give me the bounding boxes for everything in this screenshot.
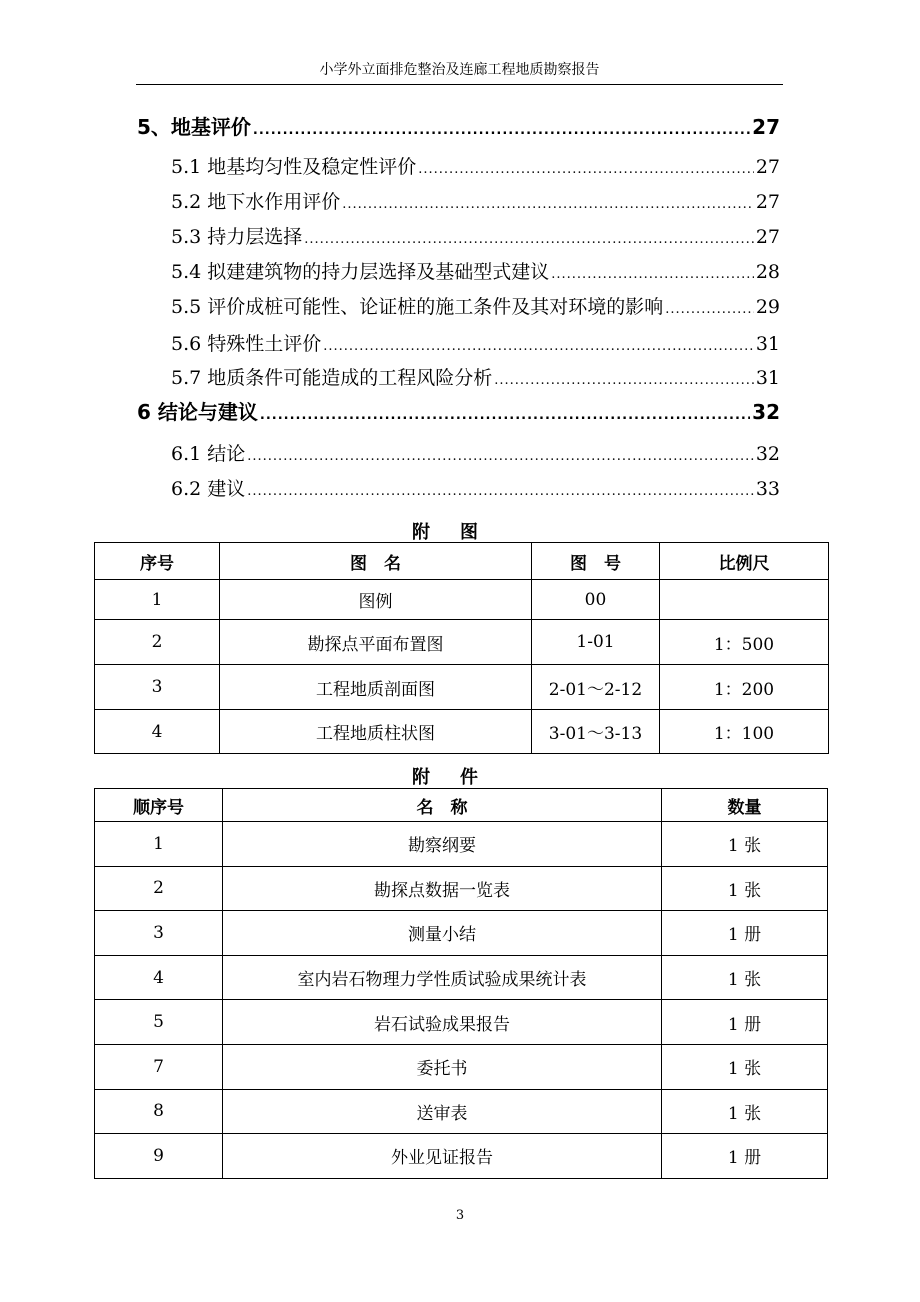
toc-entry[interactable] xyxy=(137,398,780,430)
figures-table xyxy=(94,542,829,754)
toc-leader-dots xyxy=(247,478,754,506)
figures-cell: 00 xyxy=(532,580,660,620)
toc-entry[interactable] xyxy=(171,188,780,219)
attachments-cell: 外业见证报告 xyxy=(223,1134,662,1179)
toc-entry-label: 6.2 建议 xyxy=(171,478,246,500)
figures-title: 附图 xyxy=(412,522,508,543)
toc-entry[interactable] xyxy=(171,440,780,471)
toc-entry[interactable] xyxy=(171,258,780,289)
attachments-cell: 1 张 xyxy=(662,955,828,1000)
figures-cell: 3-01～3-13 xyxy=(532,710,660,754)
attachments-header-row xyxy=(95,789,828,822)
toc-entry-label: 6 结论与建议 xyxy=(137,400,258,424)
toc-entry[interactable] xyxy=(171,223,780,254)
toc-entry-page: 32 xyxy=(755,443,780,465)
toc-entry-label: 5.4 拟建建筑物的持力层选择及基础型式建议 xyxy=(171,261,550,283)
toc-entry-label: 5.5 评价成桩可能性、论证桩的施工条件及其对环境的影响 xyxy=(171,296,664,318)
figures-cell: 2-01～2-12 xyxy=(532,665,660,710)
toc-entry-label: 5.1 地基均匀性及稳定性评价 xyxy=(171,156,417,178)
attachments-cell: 1 张 xyxy=(662,1089,828,1134)
figures-cell xyxy=(660,580,829,620)
attachments-cell: 1 张 xyxy=(662,1044,828,1089)
toc-entry-label: 5.3 持力层选择 xyxy=(171,226,303,248)
toc-entry-page: 33 xyxy=(755,478,780,500)
attachments-header-cell: 数量 xyxy=(662,789,828,822)
attachments-row xyxy=(95,1044,828,1089)
attachments-header-cell: 顺序号 xyxy=(95,789,223,822)
toc-leader-dots xyxy=(342,191,754,219)
attachments-cell: 1 册 xyxy=(662,1000,828,1045)
attachments-cell: 1 册 xyxy=(662,1134,828,1179)
figures-header-row xyxy=(95,543,829,580)
attachments-row xyxy=(95,955,828,1000)
attachments-cell: 勘探点数据一览表 xyxy=(223,866,662,911)
figures-cell: 1-01 xyxy=(532,620,660,665)
attachments-cell: 4 xyxy=(95,955,223,1000)
toc-entry-page: 28 xyxy=(755,261,780,283)
figures-cell: 工程地质剖面图 xyxy=(220,665,532,710)
toc-entry[interactable] xyxy=(171,293,780,324)
figures-cell: 工程地质柱状图 xyxy=(220,710,532,754)
attachments-cell: 5 xyxy=(95,1000,223,1045)
attachments-cell: 3 xyxy=(95,911,223,956)
figures-row xyxy=(95,665,829,710)
figures-row xyxy=(95,620,829,665)
figures-cell: 4 xyxy=(95,710,220,754)
attachments-cell: 测量小结 xyxy=(223,911,662,956)
toc-entry-label: 5.7 地质条件可能造成的工程风险分析 xyxy=(171,367,493,389)
attachments-cell: 1 张 xyxy=(662,822,828,867)
attachments-title: 附件 xyxy=(412,767,508,788)
toc-entry[interactable] xyxy=(171,364,780,395)
toc-leader-dots xyxy=(494,367,754,395)
figures-header-cell: 图 名 xyxy=(220,543,532,580)
page-number: 3 xyxy=(455,1208,465,1223)
toc-entry-page: 31 xyxy=(755,367,780,389)
toc-leader-dots xyxy=(551,261,754,289)
figures-header-cell: 图 号 xyxy=(532,543,660,580)
toc-entry-page: 27 xyxy=(752,115,780,139)
attachments-cell: 岩石试验成果报告 xyxy=(223,1000,662,1045)
toc-entry-label: 5.2 地下水作用评价 xyxy=(171,191,341,213)
toc-leader-dots xyxy=(253,117,750,145)
figures-cell: 1：200 xyxy=(660,665,829,710)
toc-entry-label: 5、地基评价 xyxy=(137,115,251,139)
toc-entry-page: 29 xyxy=(755,296,780,318)
figures-cell: 1 xyxy=(95,580,220,620)
figures-cell: 1：100 xyxy=(660,710,829,754)
toc-entry-page: 27 xyxy=(755,226,780,248)
figures-cell: 3 xyxy=(95,665,220,710)
figures-header-cell: 序号 xyxy=(95,543,220,580)
toc-leader-dots xyxy=(323,333,754,361)
toc-leader-dots xyxy=(665,296,754,324)
toc-entry[interactable] xyxy=(171,330,780,361)
attachments-header-cell: 名 称 xyxy=(223,789,662,822)
toc-entry-label: 6.1 结论 xyxy=(171,443,246,465)
figures-cell: 1：500 xyxy=(660,620,829,665)
attachments-table xyxy=(94,788,828,1179)
toc-entry-page: 31 xyxy=(755,333,780,355)
attachments-cell: 1 册 xyxy=(662,911,828,956)
toc-entry-page: 27 xyxy=(755,156,780,178)
figures-cell: 2 xyxy=(95,620,220,665)
attachments-cell: 室内岩石物理力学性质试验成果统计表 xyxy=(223,955,662,1000)
attachments-row xyxy=(95,1134,828,1179)
toc-entry-label: 5.6 特殊性土评价 xyxy=(171,333,322,355)
attachments-cell: 9 xyxy=(95,1134,223,1179)
attachments-cell: 7 xyxy=(95,1044,223,1089)
toc-entry-page: 32 xyxy=(752,400,780,424)
attachments-cell: 勘察纲要 xyxy=(223,822,662,867)
attachments-row xyxy=(95,822,828,867)
attachments-row xyxy=(95,1089,828,1134)
toc-entry-page: 27 xyxy=(755,191,780,213)
figures-cell: 图例 xyxy=(220,580,532,620)
figures-cell: 勘探点平面布置图 xyxy=(220,620,532,665)
attachments-cell: 送审表 xyxy=(223,1089,662,1134)
attachments-cell: 1 张 xyxy=(662,866,828,911)
figures-header-cell: 比例尺 xyxy=(660,543,829,580)
toc-leader-dots xyxy=(304,226,754,254)
toc-entry[interactable] xyxy=(137,113,780,145)
attachments-cell: 委托书 xyxy=(223,1044,662,1089)
toc-entry[interactable] xyxy=(171,153,780,184)
attachments-cell: 2 xyxy=(95,866,223,911)
attachments-cell: 8 xyxy=(95,1089,223,1134)
figures-row xyxy=(95,580,829,620)
toc-entry[interactable] xyxy=(171,475,780,506)
toc-leader-dots xyxy=(418,156,754,184)
page-header: 小学外立面排危整治及连廊工程地质勘察报告 xyxy=(136,60,783,85)
attachments-row xyxy=(95,1000,828,1045)
attachments-row xyxy=(95,911,828,956)
attachments-cell: 1 xyxy=(95,822,223,867)
toc-leader-dots xyxy=(247,443,754,471)
attachments-row xyxy=(95,866,828,911)
figures-row xyxy=(95,710,829,754)
toc-leader-dots xyxy=(260,402,750,430)
